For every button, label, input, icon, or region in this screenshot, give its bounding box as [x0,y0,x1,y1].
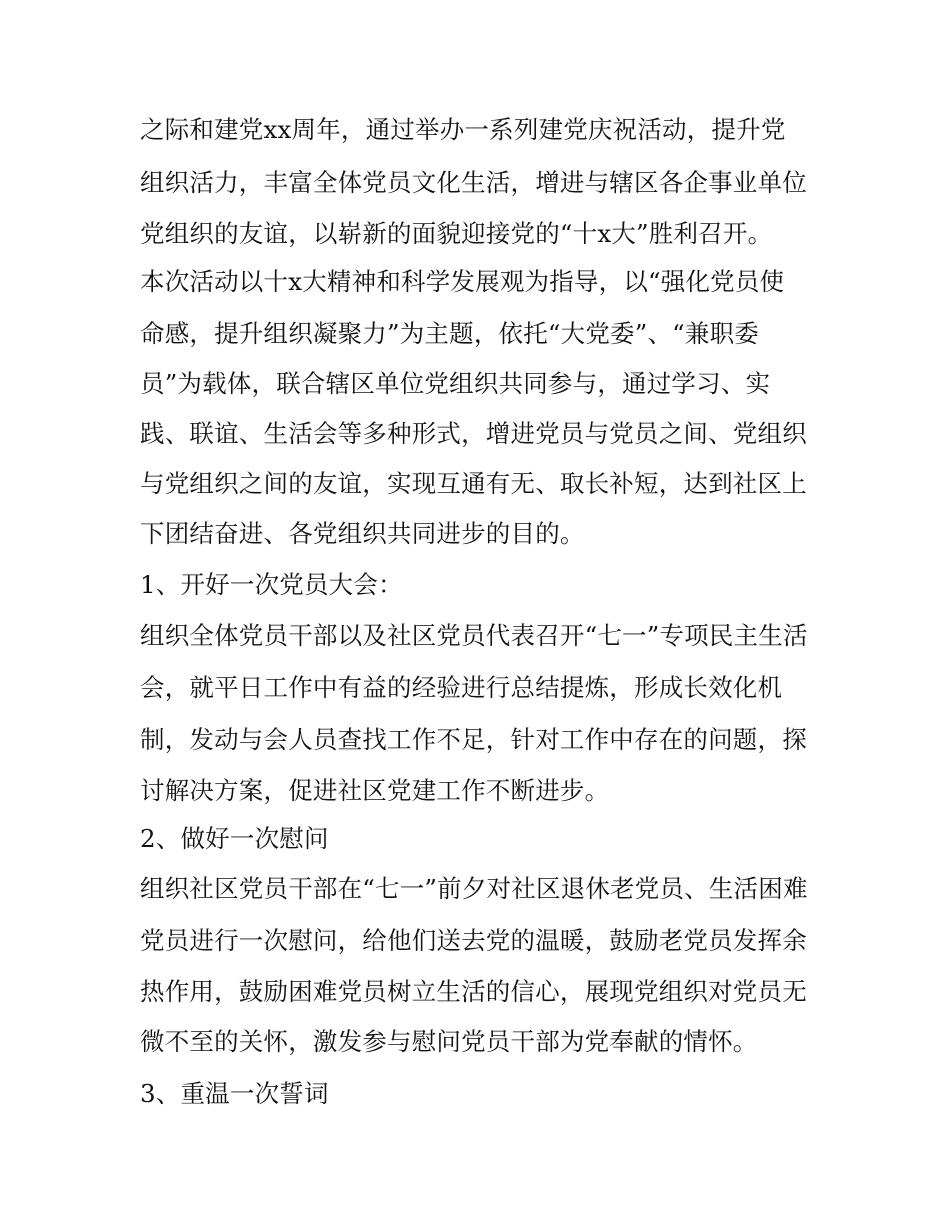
text-line: 党组织的友谊，以崭新的面貌迎接党的“十x大”胜利召开。 [140,219,773,248]
text-line: 党员进行一次慰问，给他们送去党的温暖，鼓励老党员发挥余 [140,926,807,955]
text-line: 与党组织之间的友谊，实现互通有无、取长补短，达到社区上 [140,469,807,498]
text-line: 组织社区党员干部在“七一”前夕对社区退休老党员、生活困难 [140,874,808,903]
text-line: 员”为载体，联合辖区单位党组织共同参与，通过学习、实 [140,369,771,398]
text-line: 下团结奋进、各党组织共同进步的目的。 [140,519,585,548]
section-heading: 1、开好一次党员大会： [140,570,403,599]
text-line: 会，就平日工作中有益的经验进行总结提炼，形成长效化机 [140,673,783,702]
text-line: 之际和建党xx周年，通过举办一系列建党庆祝活动，提升党 [140,115,786,144]
text-line: 组织全体党员干部以及社区党员代表召开“七一”专项民主生活 [140,621,808,650]
section-heading: 2、做好一次慰问 [140,824,329,853]
text-line: 组织活力，丰富全体党员文化生活，增进与辖区各企事业单位 [140,168,807,197]
section-heading: 3、重温一次誓词 [140,1079,329,1108]
text-line: 微不至的关怀，激发参与慰问党员干部为党奉献的情怀。 [140,1027,758,1056]
text-line: 践、联谊、生活会等多种形式，增进党员与党员之间、党组织 [140,419,807,448]
text-line: 本次活动以十x大精神和科学发展观为指导，以“强化党员使 [140,267,785,296]
text-line: 讨解决方案，促进社区党建工作不断进步。 [140,776,610,805]
text-line: 命感，提升组织凝聚力”为主题，依托“大党委”、“兼职委 [140,319,759,348]
text-line: 制，发动与会人员查找工作不足，针对工作中存在的问题，探 [140,725,807,754]
text-line: 热作用，鼓励困难党员树立生活的信心，展现党组织对党员无 [140,977,807,1006]
